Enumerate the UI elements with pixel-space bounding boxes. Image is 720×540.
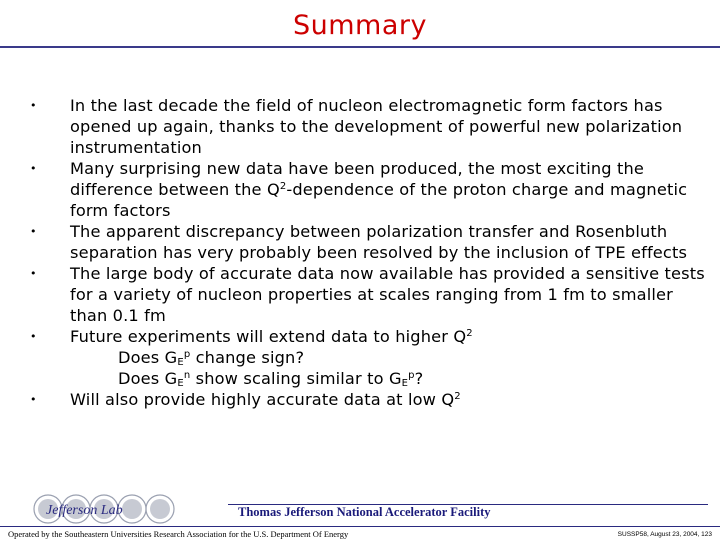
bullet-text: 2	[279, 181, 287, 192]
footer-bottom-rule	[0, 526, 720, 527]
bullet-text: p	[183, 349, 191, 360]
bullet-marker: •	[30, 99, 37, 112]
bullet-text: show scaling similar to G	[190, 369, 402, 388]
sub-bullet-item	[22, 368, 712, 389]
bullet-text: The large body of accurate data now available has provided a sensitive tests for a variety of nucleon properties at scales ranging from 1 fm to smaller than 0.1 fm	[70, 264, 705, 325]
bullet-list	[22, 95, 712, 410]
bullet-item	[22, 95, 712, 158]
bullet-text: 2	[454, 391, 461, 402]
sub-bullet-item	[22, 347, 712, 368]
bullet-text: E	[177, 378, 184, 389]
bullet-marker: •	[30, 225, 37, 238]
bullet-text: n	[183, 370, 191, 381]
bullet-text: E	[401, 378, 409, 389]
logo-text: Jefferson Lab	[46, 503, 123, 518]
bullet-text: In the last decade the field of nucleon electromagnetic form factors has opened up again, thanks to the development of powerful new polarization instrumentation	[70, 96, 683, 157]
bullet-marker: •	[30, 162, 37, 175]
bullet-text: E	[177, 357, 184, 368]
event-info: SUSSP58, August 23, 2004, 123	[617, 531, 712, 538]
bullet-text: ?	[414, 369, 424, 388]
bullet-text: 2	[466, 328, 473, 339]
bullet-item	[22, 389, 712, 410]
bullet-text: Will also provide highly accurate data at low Q	[70, 390, 455, 409]
bullet-marker: •	[30, 267, 37, 280]
bullet-text: -dependence of the proton charge and magnetic form factors	[70, 180, 688, 220]
operator-note: Operated by the Southeastern Universities Research Association for the U.S. Department Of Energy	[8, 529, 349, 539]
bullet-item	[22, 158, 712, 221]
bullet-marker: •	[30, 393, 37, 406]
bullet-text: change sign?	[190, 348, 305, 367]
jefferson-lab-logo	[28, 492, 208, 526]
bullet-text: Future experiments will extend data to higher Q	[70, 327, 467, 346]
bullet-text: Does G	[118, 369, 178, 388]
bullet-item	[22, 263, 712, 326]
bullet-item	[22, 326, 712, 347]
bullet-text: Does G	[118, 348, 178, 367]
bullet-marker: •	[30, 330, 37, 343]
bullet-item	[22, 221, 712, 263]
title-divider	[0, 46, 720, 48]
bullet-text: p	[408, 370, 415, 381]
bullet-text: Many surprising new data have been produced, the most exciting the difference between the Q	[70, 159, 645, 199]
bullet-text: The apparent discrepancy between polarization transfer and Rosenbluth separation has very probably been resolved by the inclusion of TPE effects	[70, 222, 688, 262]
slide-title: Summary	[293, 10, 427, 41]
lab-name: Thomas Jefferson National Accelerator Facility	[238, 505, 491, 519]
